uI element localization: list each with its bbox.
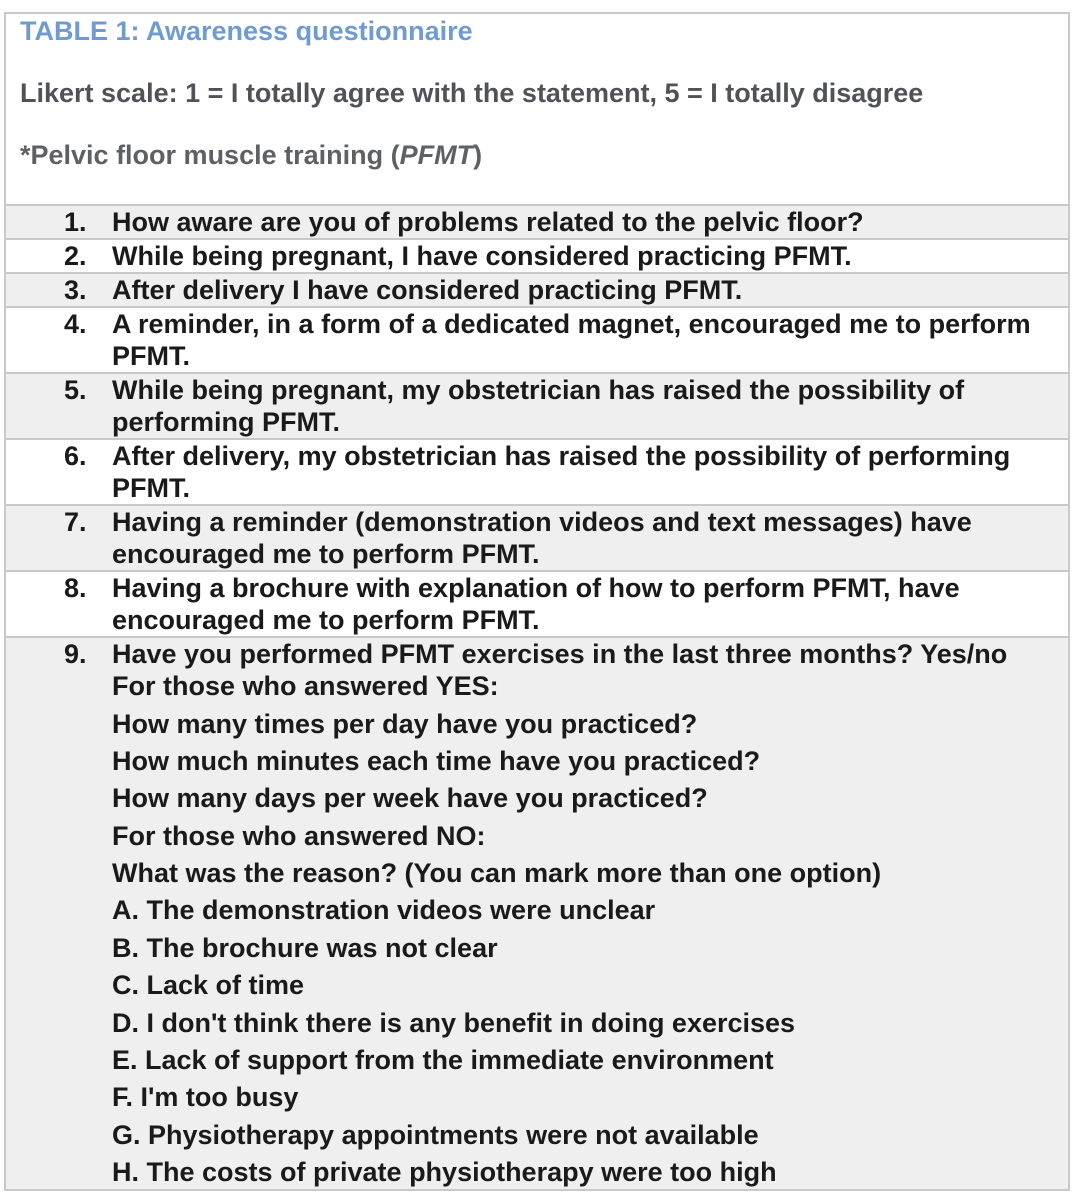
question-number: 6.: [64, 441, 87, 471]
question-row-7: [6, 504, 1068, 570]
question-row-1: [6, 204, 1068, 238]
question-text: After delivery, my obstetrician has raised the possibility of performing PFMT.: [112, 441, 1011, 503]
pfmt-prefix: *Pelvic floor muscle training (: [20, 140, 400, 170]
question-row-4: [6, 306, 1068, 372]
question-number: 7.: [64, 507, 87, 537]
question-number: 1.: [64, 207, 87, 237]
reason-option-a: A. The demonstration videos were unclear: [112, 895, 656, 925]
question-number: 2.: [64, 241, 87, 271]
question-number: 4.: [64, 309, 87, 339]
question-text: A reminder, in a form of a dedicated magnet, encouraged me to perform PFMT.: [112, 309, 1031, 371]
question-row-3: [6, 272, 1068, 306]
reason-option-e: E. Lack of support from the immediate environment: [112, 1045, 774, 1075]
reason-option-h: H. The costs of private physiotherapy were too high: [112, 1157, 777, 1187]
reason-option-f: F. I'm too busy: [112, 1082, 299, 1112]
question-number: 5.: [64, 375, 87, 405]
question-number: 9.: [64, 639, 87, 669]
question-text: Have you performed PFMT exercises in the last three months? Yes/no: [112, 639, 1008, 669]
question-text: How aware are you of problems related to the pelvic floor?: [112, 207, 864, 237]
question-text: After delivery I have considered practicing PFMT.: [112, 275, 743, 305]
followup-minutes-each-time: How much minutes each time have you practiced?: [112, 746, 761, 776]
question-row-9: [6, 636, 1068, 1189]
pfmt-suffix: ): [473, 140, 483, 170]
question-row-6: [6, 438, 1068, 504]
pfmt-footnote: [20, 140, 482, 171]
likert-scale-note: Likert scale: 1 = I totally agree with the statement, 5 = I totally disagree: [20, 78, 924, 108]
followup-times-per-day: How many times per day have you practiced?: [112, 709, 698, 739]
yes-followup-heading: For those who answered YES:: [112, 671, 499, 701]
question-row-2: [6, 238, 1068, 272]
question-text: Having a reminder (demonstration videos and text messages) have encouraged me to perform PFMT.: [112, 507, 972, 569]
table-title: TABLE 1: Awareness questionnaire: [20, 16, 473, 46]
awareness-questionnaire-table: [4, 12, 1070, 1191]
reason-option-b: B. The brochure was not clear: [112, 933, 498, 963]
table-header: [6, 14, 1068, 204]
question-text: Having a brochure with explanation of how to perform PFMT, have encouraged me to perform PFMT.: [112, 573, 960, 635]
pfmt-abbreviation: PFMT: [399, 140, 474, 170]
question-text: While being pregnant, my obstetrician has raised the possibility of performing PFMT.: [112, 375, 965, 437]
question-row-8: [6, 570, 1068, 636]
reason-option-c: C. Lack of time: [112, 970, 305, 1000]
followup-days-per-week: How many days per week have you practiced?: [112, 783, 708, 813]
question-row-5: [6, 372, 1068, 438]
question-number: 8.: [64, 573, 87, 603]
reason-option-g: G. Physiotherapy appointments were not available: [112, 1120, 759, 1150]
question-text: While being pregnant, I have considered practicing PFMT.: [112, 241, 852, 271]
question-number: 3.: [64, 275, 87, 305]
reason-option-d: D. I don't think there is any benefit in doing exercises: [112, 1008, 796, 1038]
no-followup-heading: For those who answered NO:: [112, 821, 486, 851]
reason-question: What was the reason? (You can mark more than one option): [112, 858, 882, 888]
